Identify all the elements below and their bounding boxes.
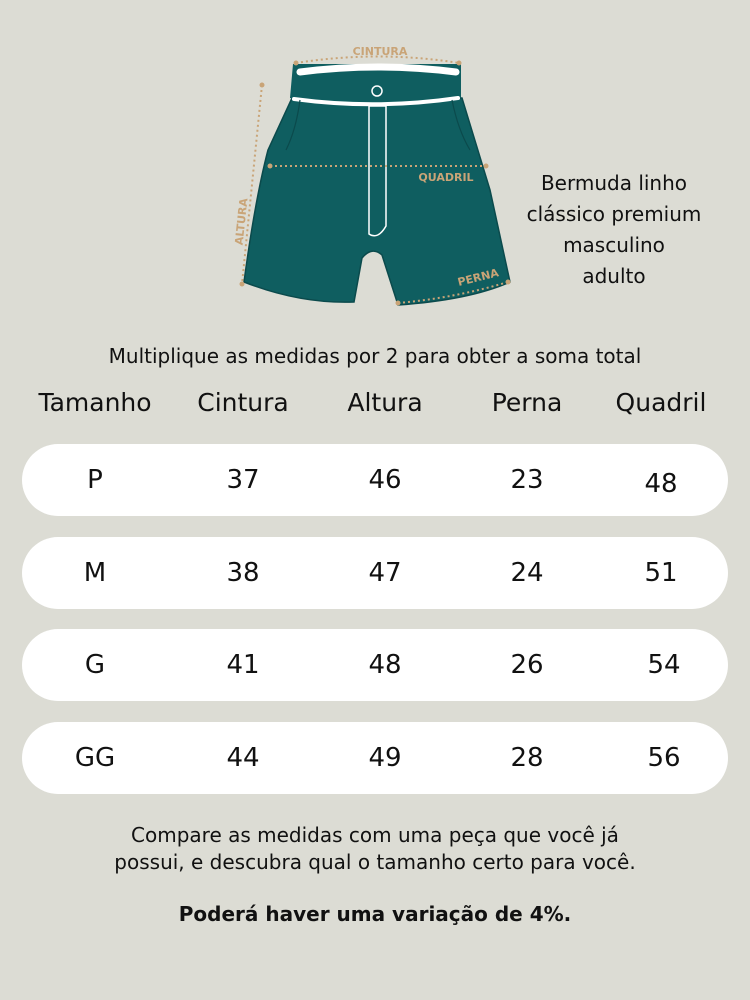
header-hip: Quadril xyxy=(615,388,707,417)
cell-waist: 44 xyxy=(226,743,260,773)
table-row xyxy=(22,444,728,516)
height-label: ALTURA xyxy=(232,197,251,246)
header-waist: Cintura xyxy=(197,388,289,417)
table-header xyxy=(0,388,750,428)
product-name-line: clássico premium xyxy=(526,202,702,226)
product-name-line: Bermuda linho xyxy=(540,171,688,195)
cell-hip: 51 xyxy=(644,558,678,588)
product-name xyxy=(500,168,728,292)
cell-height: 48 xyxy=(368,650,402,680)
header-size: Tamanho xyxy=(38,388,152,417)
table-row xyxy=(22,629,728,701)
cell-height: 46 xyxy=(368,465,402,495)
table-row xyxy=(22,722,728,794)
cell-height: 47 xyxy=(368,558,402,588)
cell-hip: 56 xyxy=(647,743,681,773)
product-name-line: adulto xyxy=(582,264,646,288)
cell-waist: 38 xyxy=(226,558,260,588)
cell-leg: 23 xyxy=(510,465,544,495)
cell-size: P xyxy=(87,465,103,495)
cell-waist: 41 xyxy=(226,650,260,680)
cell-leg: 28 xyxy=(510,743,544,773)
product-name-line: masculino xyxy=(563,233,665,257)
table-row xyxy=(22,537,728,609)
variation-warning: Poderá haver uma variação de 4%. xyxy=(178,902,572,926)
cell-waist: 37 xyxy=(226,465,260,495)
cell-leg: 24 xyxy=(510,558,544,588)
note-line: Compare as medidas com uma peça que você já xyxy=(131,823,619,847)
instruction-text: Multiplique as medidas por 2 para obter a soma total xyxy=(108,344,642,368)
cell-size: GG xyxy=(74,743,116,773)
cell-size: M xyxy=(83,558,107,588)
shorts-illustration xyxy=(225,38,525,313)
cell-hip: 54 xyxy=(647,650,681,680)
hip-label: QUADRIL xyxy=(418,171,474,184)
cell-size: G xyxy=(84,650,106,680)
header-leg: Perna xyxy=(491,388,563,417)
cell-height: 49 xyxy=(368,743,402,773)
note-line: possui, e descubra qual o tamanho certo para você. xyxy=(114,850,636,874)
waist-label: CINTURA xyxy=(352,45,408,58)
comparison-note xyxy=(0,822,750,876)
cell-hip: 48 xyxy=(644,469,678,499)
header-height: Altura xyxy=(347,388,423,417)
cell-leg: 26 xyxy=(510,650,544,680)
leg-label: PERNA xyxy=(456,266,500,289)
